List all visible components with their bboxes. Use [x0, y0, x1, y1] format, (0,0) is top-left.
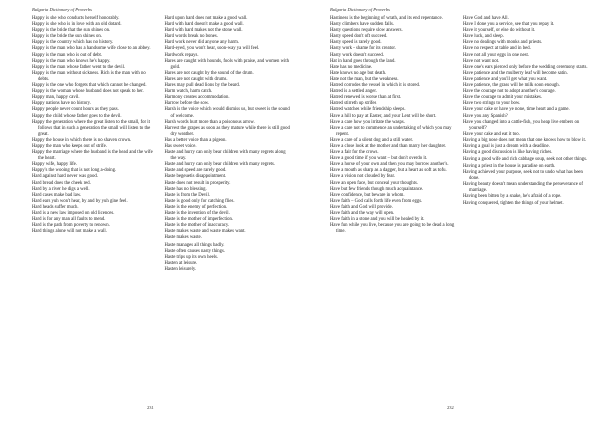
proverb-entry: Hasten at leisure. — [164, 261, 198, 267]
proverb-entry: Having beauty doesn't mean understanding the perseverance of marriage. — [463, 181, 583, 193]
proverb-entry: Haste often causes nasty things. — [164, 248, 226, 254]
proverb-entry: Haste begeuetis disappointment. — [164, 174, 227, 180]
proverb-entry: Hate has no medicine. — [330, 64, 373, 70]
proverb-entry: Hard against hard never was good. — [32, 174, 98, 180]
proverb-entry: Have faith in a stone and you will be healed by it. — [330, 217, 425, 223]
proverb-entry: Hatred watches while friendship sleeps. — [330, 107, 406, 113]
proverb-entry: Have an open face, but conceal your thoughts. — [330, 180, 418, 186]
proverb-entry: Happy the house in which there is no shaven crown. — [32, 137, 132, 143]
proverb-entry: Have faith and God will provide. — [330, 204, 393, 210]
proverb-entry: Hard things alone will not make a wall. — [32, 229, 107, 235]
proverb-entry: Happy is the bride that the sun shines on. — [32, 28, 111, 34]
proverb-entry: Having a big nose does not mean that one knows how to blow it. — [463, 137, 586, 143]
proverb-entry: Happy is the man who knows he's happy. — [32, 58, 111, 64]
proverb-entry: Harrow before the sow. — [164, 101, 210, 107]
proverb-entry: Harsh words hurt more than a poisonous arrow. — [164, 119, 255, 125]
proverb-entry: Hate knows no age but death. — [330, 70, 387, 76]
proverb-entry: Hard heads suffer much. — [32, 204, 79, 210]
proverb-entry: Have but few friends though much acquaintance. — [330, 186, 424, 192]
proverb-entry: Happy is the woman whose husband does not speak to her. — [32, 89, 144, 95]
proverb-entry: Hatred renewed is worse than at first. — [330, 95, 402, 101]
proverb-entry: Happy is the bride the sun shines on. — [32, 34, 102, 40]
column-1 — [330, 16, 456, 235]
proverb-entry: Have a mouth as sharp as a dagger, but a heart as soft as tofu. — [330, 168, 447, 174]
proverb-entry: Hard cases make bad law. — [32, 192, 82, 198]
proverb-entry: Happy the child whose father goes to the devil. — [32, 113, 122, 119]
proverb-entry: Haste does not result in prosperity. — [164, 180, 231, 186]
proverb-entry: Harm watch, harm catch. — [164, 89, 213, 95]
proverb-entry: Hatred stirreth up strifes — [330, 101, 377, 107]
proverb-entry: Have faith – God calls forth life even from eggs. — [330, 198, 423, 204]
proverb-entry: Hardwork repays. — [164, 52, 199, 58]
proverb-entry: Have the courage not to adopt another's courage. — [463, 89, 556, 95]
proverb-entry: Have one's ears pierced only before the wedding ceremony starts. — [463, 64, 588, 70]
proverb-entry: Haste and hurry can only bear children with many regrets along the way. — [164, 150, 286, 162]
proverb-entry: Hasty speed don't oft succeed. — [330, 34, 388, 40]
proverb-entry: Happy nations have no history. — [32, 101, 91, 107]
proverb-entry: Haste makes waste. — [164, 235, 202, 241]
proverb-entry: Happy man, happy cavil. — [32, 95, 80, 101]
proverb-entry: Hatred corrodes the vessel in which it is stored. — [330, 83, 421, 89]
proverb-entry: Have a care not to commence an undertaking of which you may repent. — [330, 125, 452, 137]
column-2 — [165, 16, 291, 273]
proverb-entry: Happy the marriage where the husband is the head and the wife the heart. — [32, 150, 153, 162]
proverb-entry: Harsh is the voice which would dismiss us, but sweet is the sound of welcome. — [164, 107, 290, 119]
running-head: Bulgaria Dictionary of Proverbs — [32, 7, 92, 12]
proverb-entry: Have not all your eggs in one nest. — [463, 52, 529, 58]
proverb-entry: Have a good time if you want – but don't overdo it. — [330, 156, 428, 162]
proverb-entry: Hard ears yuh won't hear, by and by yuh gine feel. — [32, 198, 128, 204]
running-head: Bulgaria Dictionary of Proverbs — [330, 7, 390, 12]
proverb-entry: Have you any Spanish? — [463, 113, 508, 119]
proverb-entry: Hatred is a settled anger. — [330, 89, 377, 95]
proverb-entry: Happy is the man who has a handsome wife close to an abbey. — [32, 46, 151, 52]
column-2 — [463, 16, 589, 235]
proverb-entry: Happy is the one who forgets that which cannot be changed. — [32, 83, 147, 89]
proverb-entry: Happy people never count hours as they pass. — [32, 107, 119, 113]
proverb-entry: Have your cake or have ye none, time heart and a game. — [463, 107, 570, 113]
proverb-entry: Haste manages all things badly. — [164, 242, 225, 248]
proverb-entry: Hard with hard makes not the stone wall. — [164, 28, 243, 34]
proverb-entry: Hasty work doesn't succeed. — [330, 52, 384, 58]
proverb-entry: Having a good wife and rich cabbage soup, seek not other things. — [463, 157, 588, 163]
column-1 — [32, 16, 158, 273]
proverb-entry: Having conquered, tighten the things of your helmet. — [463, 201, 564, 207]
proverb-entry: Hasty climbers have sudden falls. — [330, 22, 394, 28]
proverb-entry: Haste is good only for catching flies. — [164, 198, 235, 204]
proverb-entry: Haste is the invention of the devil. — [164, 211, 230, 216]
proverb-entry: Has a better voice than a pigeon. — [164, 137, 227, 143]
proverb-entry: Having achieved your purpose, seek not to undo what has been done. — [463, 169, 583, 181]
proverb-entry: Have a fair for the crows. — [330, 150, 379, 156]
proverb-entry: Haste makes waste and waste makes want. — [164, 229, 246, 235]
right-page — [300, 0, 600, 424]
proverb-entry: Harmony creates accommodation. — [164, 95, 230, 101]
proverb-entry: Hasty speed is rarely good. — [330, 40, 382, 46]
proverb-entry: Have luck, and sleep. — [463, 34, 504, 40]
proverb-entry: Happy wife, happy life. — [32, 162, 77, 168]
columns — [330, 16, 590, 235]
proverb-entry: Hares may pull dead lions by the beard. — [164, 83, 240, 89]
proverb-entry: Haste and hurry can only bear children with many regrets. — [164, 162, 276, 168]
proverb-entry: Have a care of a silent dog and a still water. — [330, 137, 413, 143]
proverb-entry: Hares are not caught by the sound of the drum. — [164, 70, 254, 76]
proverb-entry: Have a vision not clouded by fear. — [330, 174, 396, 180]
proverb-entry: Hard bread does the cheek red. — [32, 180, 91, 186]
proverb-entry: Have confidence, but beware in whom. — [330, 192, 405, 198]
proverb-entry: Having been bitten by a snake, he's afraid of a rope. — [463, 194, 562, 200]
proverb-entry: Happy is the country which has no history. — [32, 40, 114, 46]
proverb-entry: Hate not the man, but the weakness. — [330, 76, 399, 82]
proverb-entry: Hard words break no bones. — [164, 34, 218, 40]
proverb-entry: Have it yourself, or else do without it. — [463, 28, 536, 34]
proverb-entry: Hasty questions require slow answers. — [330, 28, 403, 34]
proverb-entry: Have a horse of your own and then you may borrow another's. — [330, 162, 449, 168]
proverb-entry: Having a priest in the house is paradise on earth. — [463, 163, 556, 169]
proverb-entry: Hasten leisurely. — [164, 267, 197, 273]
proverb-entry: Happy the man who keeps out of strife. — [32, 143, 107, 149]
proverb-entry: Have faith and the way will open. — [330, 211, 395, 216]
proverb-entry: Have no respect at table and in bed. — [463, 46, 531, 52]
proverb-entry: Hard work never did anyone any harm. — [164, 40, 240, 46]
proverb-entry: Harvest the grapes as soon as they mature while there is still good dry weather. — [164, 125, 290, 137]
proverb-entry: Happy is the man without sickness. Rich is the man with no debts. — [32, 70, 146, 82]
proverb-entry: Happy is the man who is out of debt. — [32, 52, 103, 58]
proverb-entry: Have not want not. — [463, 58, 500, 64]
proverb-entry: Happy is she who conducts herself honorably. — [32, 16, 120, 21]
proverb-entry: Have patience and the mulberry leaf will become satin. — [463, 70, 568, 76]
proverb-entry: Haste is the enemy of perfection. — [164, 204, 228, 210]
columns — [32, 16, 290, 273]
page-number: 231 — [147, 405, 154, 410]
proverb-entry: Have God and have All. — [463, 16, 509, 21]
proverb-entry: Hard upon hard does not make a good wall. — [164, 16, 248, 21]
proverb-entry: Hastiness is the beginning of wrath, and its end repentance. — [330, 16, 443, 21]
proverb-entry: Have fun while you live, because you are going to be dead a long time. — [330, 223, 455, 235]
proverb-entry: Have a care how you irritate the wasps. — [330, 119, 405, 125]
proverb-entry: Have no dealings with monks and priests. — [463, 40, 543, 46]
proverb-entry: Haste is the mother of imperfection. — [164, 217, 234, 223]
proverb-entry: Having a good discussion is like having riches. — [463, 150, 553, 156]
proverb-entry: Hard by a river he digs a well. — [32, 186, 90, 192]
proverb-entry: Hares are not caught with drums. — [164, 76, 228, 82]
proverb-entry: Hard with hard doesn't make a good wall. — [164, 22, 244, 28]
proverb-entry: Happy the generation where the great listen to the small, for it follows that in such a generation the small will listen to the great. — [32, 119, 151, 137]
page-number: 232 — [447, 405, 454, 410]
proverb-entry: Has sweet voice. — [164, 143, 197, 149]
proverb-entry: Hard is the path from poverty to renown. — [32, 223, 110, 229]
proverb-entry: Haste is from the Devil. — [164, 192, 211, 198]
proverb-entry: Have the courage to admit your mistakes. — [463, 95, 543, 101]
proverb-entry: Have you changed into a cattle-fish, you heap live embers on yourself? — [463, 119, 580, 131]
proverb-entry: Hasty work - shame for its creator. — [330, 46, 396, 52]
proverb-entry: Hard is for any man all faults to mend. — [32, 217, 106, 223]
proverb-entry: Haste has no blessing. — [164, 186, 207, 192]
proverb-entry: Have patience and you'll get what you want. — [463, 76, 548, 82]
proverb-entry: Have two strings to your bow. — [463, 101, 521, 107]
proverb-entry: Have your cake and eat it too. — [463, 131, 520, 137]
proverb-entry: Have I done you a service, see that you repay it. — [463, 22, 555, 28]
proverb-entry: Happy is she who is in love with an old dotard. — [32, 22, 122, 28]
proverb-entry: Hard-eyed, you won't hear, soon-way ya will feel. — [164, 46, 260, 52]
proverb-entry: Haste is the mother of inaccuracy. — [164, 223, 230, 229]
proverb-entry: Hard is a new law imposed on old licences. — [32, 211, 115, 216]
proverb-entry: Hares are caught with hounds, fools with praise, and women with gold. — [164, 58, 290, 70]
proverb-entry: Haste and speed are rarely good. — [164, 168, 227, 174]
proverb-entry: Hat in hand goes through the land. — [330, 58, 396, 64]
proverb-entry: Have a close look at the mother and than marry her daughter. — [330, 143, 447, 149]
proverb-entry: Have patience, the grass will be milk soon enough. — [463, 83, 560, 89]
proverb-entry: Haste trips up its own heels. — [164, 254, 219, 260]
proverb-entry: Having a goal is just a dream with a deadline. — [463, 143, 550, 149]
proverb-entry: Have a hill to pay at Easter, and your Lent will be short. — [330, 113, 437, 119]
proverb-entry: Happy's the wooing that is not long a-doing. — [32, 168, 117, 174]
proverb-entry: Happy is the man whose father went to the devil. — [32, 64, 126, 70]
